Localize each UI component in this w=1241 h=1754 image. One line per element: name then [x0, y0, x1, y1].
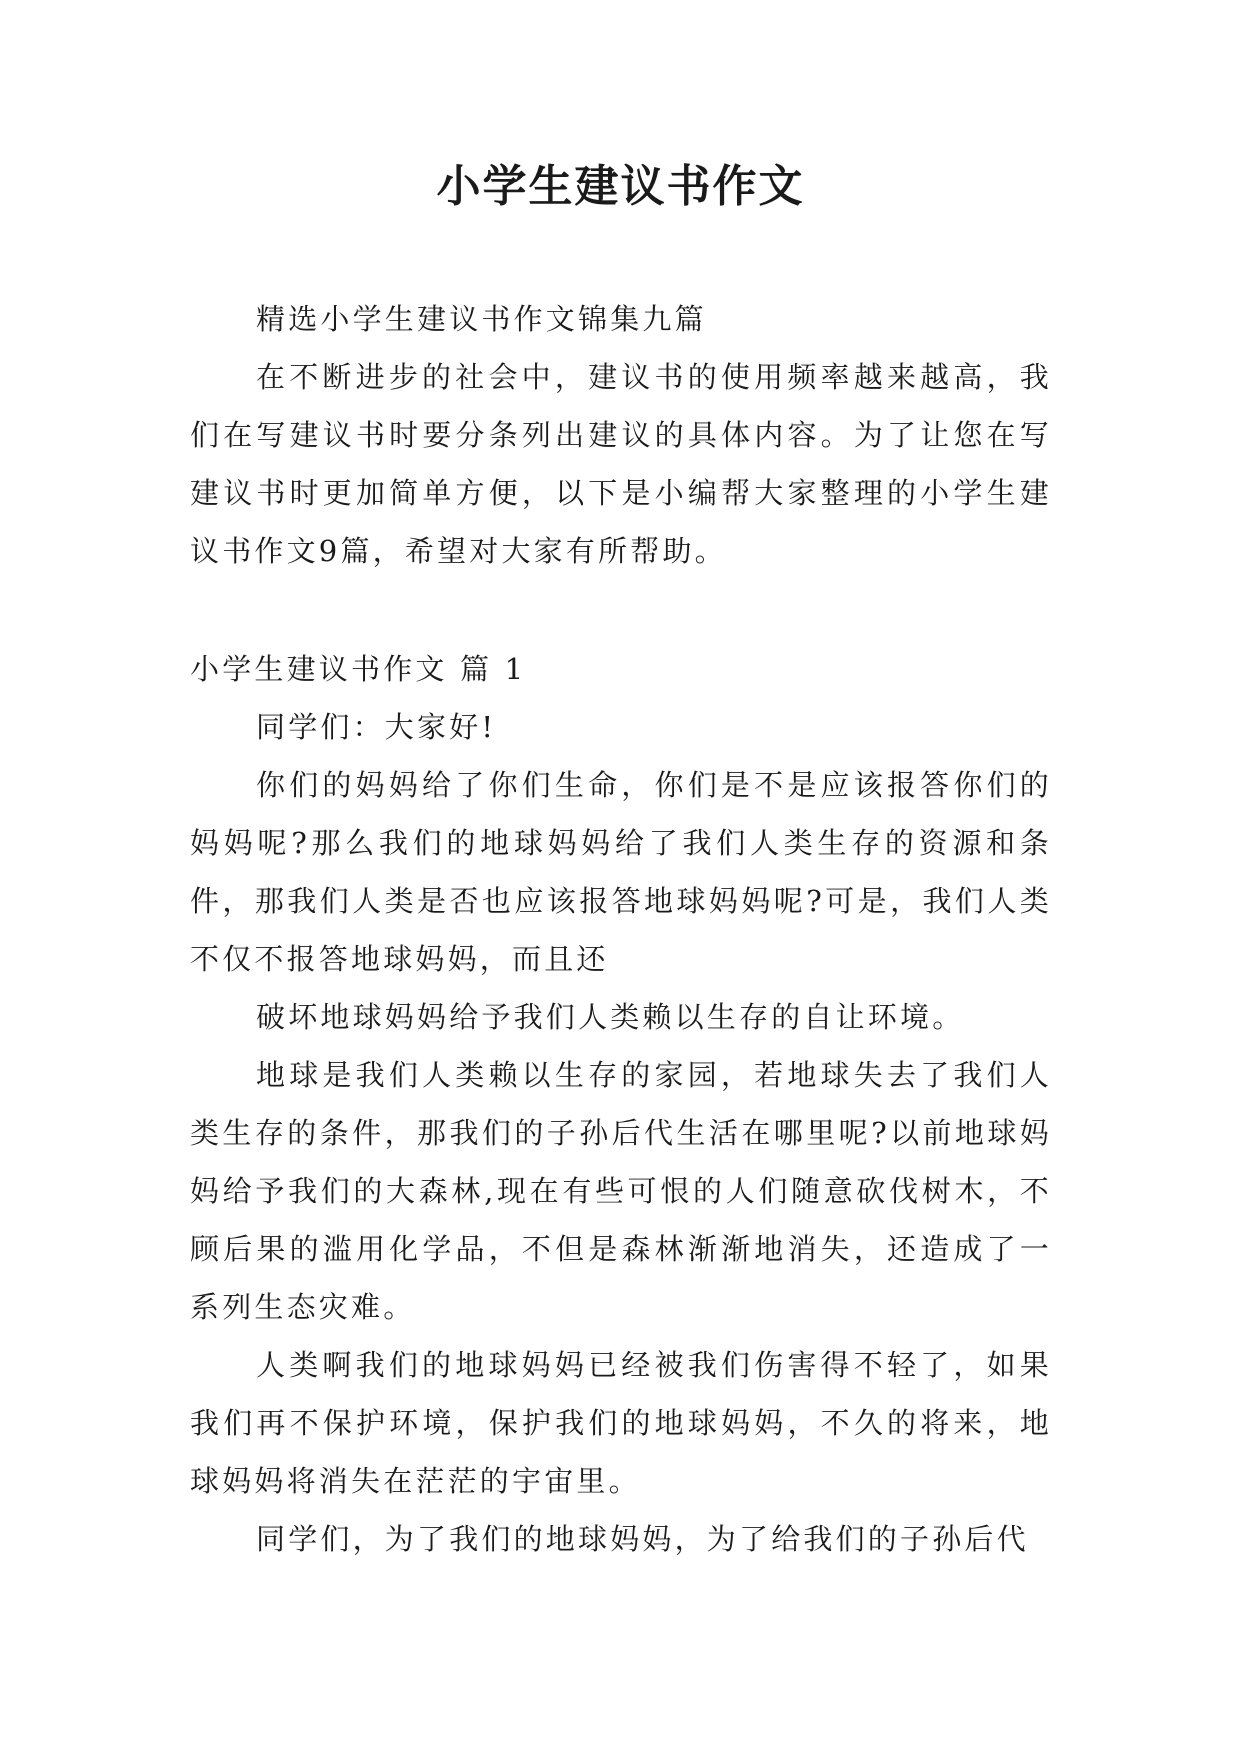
section-heading: 小学生建议书作文 篇 1: [190, 652, 527, 686]
body-paragraph: 同学们，为了我们的地球妈妈，为了给我们的子孙后代: [256, 1522, 1029, 1556]
intro-paragraph: 在不断进步的社会中，建议书的使用频率越来越高，我们在写建议书时要分条列出建议的具体内容。为了让您在写建议书时更加简单方便，以下是小编帮大家整理的小学生建议书作文9篇，希望对大家有所帮助。: [190, 360, 1052, 568]
section-spacer: [190, 580, 1052, 640]
body-paragraph: 人类啊我们的地球妈妈已经被我们伤害得不轻了，如果我们再不保护环境，保护我们的地球妈妈，不久的将来，地球妈妈将消失在茫茫的宇宙里。: [190, 1348, 1052, 1498]
body-paragraph-greeting: 同学们：大家好!: [256, 710, 497, 744]
document-content: [190, 290, 1052, 1568]
document-title: 小学生建议书作文: [436, 161, 805, 212]
intro-subtitle: 精选小学生建议书作文锦集九篇: [256, 302, 707, 336]
body-paragraph: 你们的妈妈给了你们生命，你们是不是应该报答你们的妈妈呢?那么我们的地球妈妈给了我们人类生存的资源和条件，那我们人类是否也应该报答地球妈妈呢?可是，我们人类不仅不报答地球妈妈，而且还: [190, 768, 1052, 976]
body-paragraph: 破坏地球妈妈给予我们人类赖以生存的自让环境。: [256, 1000, 965, 1034]
body-paragraph: 地球是我们人类赖以生存的家园，若地球失去了我们人类生存的条件，那我们的子孙后代生活在哪里呢?以前地球妈妈给予我们的大森林,现在有些可恨的人们随意砍伐树木，不顾后果的滥用化学品，不但是森林渐渐地消失，还造成了一系列生态灾难。: [190, 1058, 1052, 1324]
